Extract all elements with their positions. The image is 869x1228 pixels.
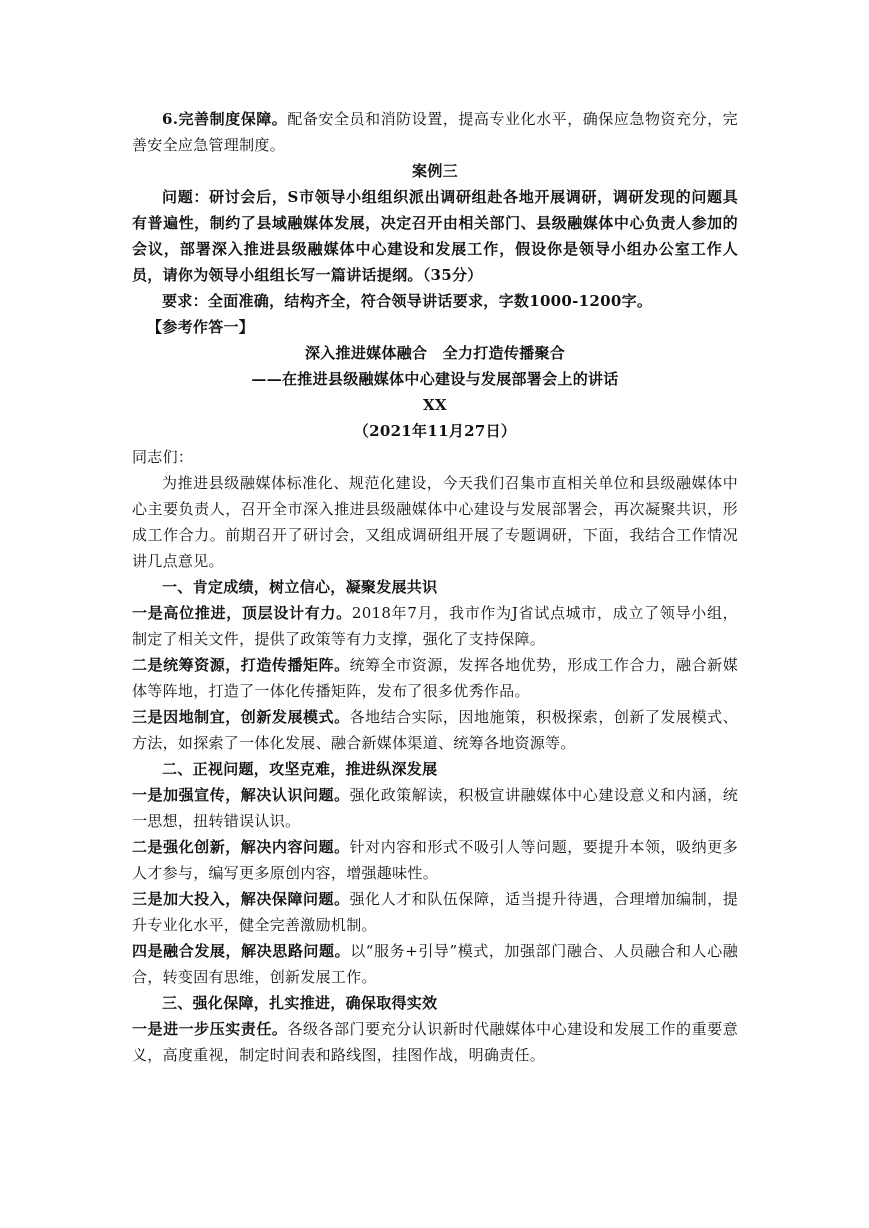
item-text: 以“服务+引导”模式，加强部门融合、人员融合和人心融合，转变固有思维，创新发展工作。 — [132, 942, 738, 986]
speech-date: （2021年11月27日） — [353, 422, 517, 440]
speech-greeting: 同志们： — [132, 448, 194, 466]
case3-title: 案例三 — [412, 162, 458, 180]
item-lead: 二是统筹资源，打造传播矩阵。 — [132, 656, 350, 674]
section-item — [132, 652, 738, 704]
item6-paragraph — [132, 106, 738, 158]
section-heading: 一、肯定成绩，树立信心，凝聚发展共识 — [162, 578, 438, 596]
section-item — [132, 1016, 738, 1068]
item-text: 2018年7月，我市作为J省试点城市，成立了领导小组，制定了相关文件，提供了政策等有力支撑，强化了支持保障。 — [132, 604, 738, 648]
item6-title: 6.完善制度保障。 — [162, 110, 288, 128]
item6-text: 配备安全员和消防设置，提高专业化水平，确保应急物资充分，完善安全应急管理制度。 — [132, 110, 738, 154]
item-text: 强化政策解读，积极宣讲融媒体中心建设意义和内涵，统一思想，扭转错误认识。 — [132, 786, 738, 830]
section-item — [132, 938, 738, 990]
document-content — [132, 106, 738, 1068]
section-item — [132, 704, 738, 756]
section-item — [132, 600, 738, 652]
item-text: 强化人才和队伍保障，适当提升待遇，合理增加编制，提升专业化水平，健全完善激励机制。 — [132, 890, 738, 934]
item-lead: 一是高位推进，顶层设计有力。 — [132, 604, 352, 622]
item-lead: 三是因地制宜，创新发展模式。 — [132, 708, 350, 726]
item-lead: 四是融合发展，解决思路问题。 — [132, 942, 351, 960]
section-heading: 三、强化保障，扎实推进，确保取得实效 — [162, 994, 438, 1012]
speech-subtitle: ——在推进县级融媒体中心建设与发展部署会上的讲话 — [251, 370, 619, 388]
item-text: 统筹全市资源，发挥各地优势，形成工作合力，融合新媒体等阵地，打造了一体化传播矩阵，发布了很多优秀作品。 — [132, 656, 738, 700]
item-lead: 二是强化创新，解决内容问题。 — [132, 838, 350, 856]
speech-intro: 为推进县级融媒体标准化、规范化建设，今天我们召集市直相关单位和县级融媒体中心主要负责人，召开全市深入推进县级融媒体中心建设与发展部署会，再次凝聚共识，形成工作合力。前期召开了研讨会，又组成调研组开展了专题调研，下面，我结合工作情况讲几点意见。 — [132, 474, 738, 570]
speech-title: 深入推进媒体融合 全力打造传播聚合 — [304, 344, 566, 362]
reference-answer-label: 【参考作答一】 — [147, 318, 255, 336]
speech-speaker: XX — [423, 396, 447, 414]
case3-question: 问题：研讨会后，S市领导小组组织派出调研组赴各地开展调研，调研发现的问题具有普遍性，制约了县域融媒体发展，决定召开由相关部门、县级融媒体中心负责人参加的会议，部署深入推进县级融媒体中心建设和发展工作，假设你是领导小组办公室工作人员，请你为领导小组组长写一篇讲话提纲。（35分） — [132, 188, 738, 284]
item-text: 针对内容和形式不吸引人等问题，要提升本领，吸纳更多人才参与，编写更多原创内容，增强趣味性。 — [132, 838, 738, 882]
item-lead: 一是加强宣传，解决认识问题。 — [132, 786, 350, 804]
item-lead: 三是加大投入，解决保障问题。 — [132, 890, 350, 908]
case3-requirement: 要求：全面准确，结构齐全，符合领导讲话要求，字数1000-1200字。 — [162, 292, 653, 310]
section-item — [132, 886, 738, 938]
item-text: 各级各部门要充分认识新时代融媒体中心建设和发展工作的重要意义，高度重视，制定时间表和路线图，挂图作战，明确责任。 — [132, 1020, 738, 1064]
item-text: 各地结合实际，因地施策，积极探索，创新了发展模式、方法，如探索了一体化发展、融合新媒体渠道、统筹各地资源等。 — [132, 708, 738, 752]
section-item — [132, 782, 738, 834]
item-lead: 一是进一步压实责任。 — [132, 1020, 288, 1038]
section-heading: 二、正视问题，攻坚克难，推进纵深发展 — [162, 760, 438, 778]
section-item — [132, 834, 738, 886]
